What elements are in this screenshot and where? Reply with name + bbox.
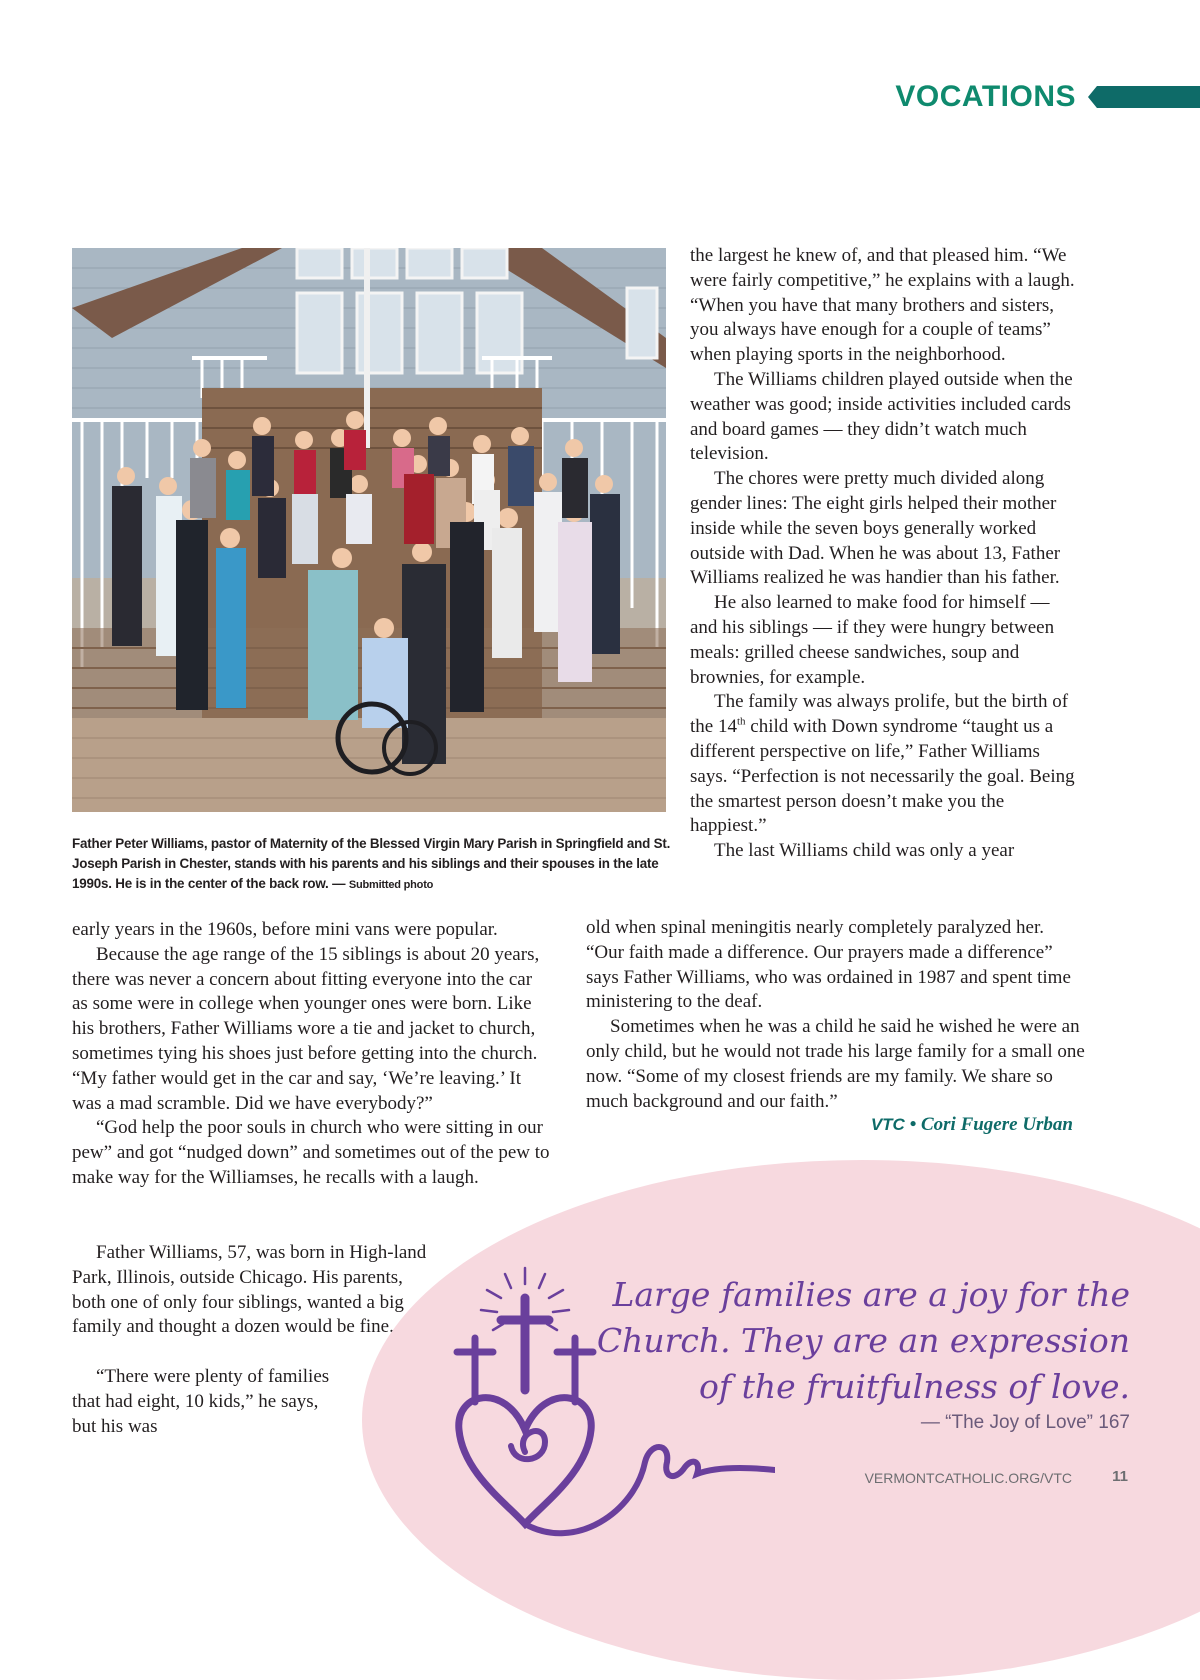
pull-quote: [570, 1272, 1130, 1410]
paragraph: old when spinal meningitis nearly completely paralyzed her. “Our faith made a difference. Our prayers made a difference” says Father Williams, who was ordained in 1987 and spent time ministering to the deaf.: [586, 917, 1071, 1013]
paragraph: The Williams children played outside when the weather was good; inside activities included cards and board games — they didn’t watch much television.: [690, 368, 1073, 465]
section-header: [895, 78, 1200, 116]
pull-quote-line: Church. They are an expression: [596, 1321, 1130, 1360]
article-left-column: [72, 918, 550, 1191]
byline-publication: VTC: [870, 1115, 905, 1134]
family-photo: [72, 248, 666, 812]
ordinal-suffix: th: [736, 715, 746, 728]
article-right-column: [690, 244, 1080, 864]
pull-quote-source: — “The Joy of Love” 167: [920, 1412, 1130, 1433]
paragraph: Because the age range of the 15 siblings is about 20 years, there was never a concern about fitting everyone into the car as some were in college when younger ones were born. Like his brothers, Father Williams wore a tie and jacket to church, sometimes tying his shoes just before getting into the church. “My father would get in the car and say, ‘We’re leaving.’ It was a mad scramble. Did we have everybody?”: [72, 943, 540, 1114]
photo-credit: Submitted photo: [348, 879, 434, 891]
paragraph: early years in the 1960s, before mini vans were popular.: [72, 919, 498, 940]
paragraph: The last Williams child was only a year: [714, 840, 1015, 862]
paragraph: The chores were pretty much divided along gender lines: The eight girls helped their mother inside while the seven boys generally worked outside with Dad. When he was about 13, Father Williams realized he was handier than his father.: [690, 468, 1061, 589]
article-left-column-narrower: [72, 1365, 332, 1439]
section-title: VOCATIONS: [895, 80, 1076, 113]
footer-website: VERMONTCATHOLIC.ORG/VTC: [864, 1470, 1072, 1486]
paragraph: the largest he knew of, and that pleased him. “We were fairly competitive,” he explains with a laugh. “When you have that many brothers and sisters, you always have enough for a couple of teams” when playing sports in the neighborhood.: [690, 245, 1075, 366]
byline-author: Cori Fugere Urban: [920, 1114, 1073, 1135]
header-tab-decoration: [1088, 86, 1200, 108]
text-run: The family was always prolife, but the birth of the 14: [690, 691, 1069, 738]
paragraph: “God help the poor souls in church who were sitting in our pew” and got “nudged down” and sometimes out of the pew to make way for the Williamses, he recalls with a laugh.: [72, 1117, 550, 1188]
caption-text: Father Peter Williams, pastor of Maternity of the Blessed Virgin Mary Parish in Springfield and St. Joseph Parish in Chester, stands with his parents and his siblings and their spouses in the late 1990s. He is in the center of the back row. —: [72, 836, 671, 891]
article-right-lower: [586, 916, 1086, 1114]
pull-quote-line: Large families are a joy for the: [612, 1275, 1130, 1314]
paragraph: Sometimes when he was a child he said he wished he were an only child, but he would not trade his large family for a small one now. “Some of my closest friends are my family. We share so much background and our faith.”: [586, 1016, 1085, 1112]
text-run: child with Down syndrome “taught us a different perspective on life,” Father Williams says. “Perfection is not necessarily the goal. Being the smartest person doesn’t make you the happiest.”: [690, 716, 1075, 837]
page-number: 11: [1112, 1468, 1128, 1485]
pull-quote-line: of the fruitfulness of love.: [699, 1367, 1130, 1406]
byline-separator: •: [904, 1114, 921, 1135]
photo-caption: [72, 834, 672, 895]
paragraph: He also learned to make food for himself — and his siblings — if they were hungry between meals: grilled cheese sandwiches, soup and brownies, for example.: [690, 592, 1055, 688]
article-left-column-narrow: [72, 1241, 428, 1340]
paragraph: [690, 690, 1080, 839]
paragraph: Father Williams, 57, was born in High-land Park, Illinois, outside Chicago. His parents, both one of only four siblings, wanted a big family and thought a dozen would be fine.: [72, 1242, 427, 1338]
byline: [871, 1114, 1073, 1136]
paragraph: “There were plenty of families that had eight, 10 kids,” he says, but his was: [72, 1366, 330, 1437]
